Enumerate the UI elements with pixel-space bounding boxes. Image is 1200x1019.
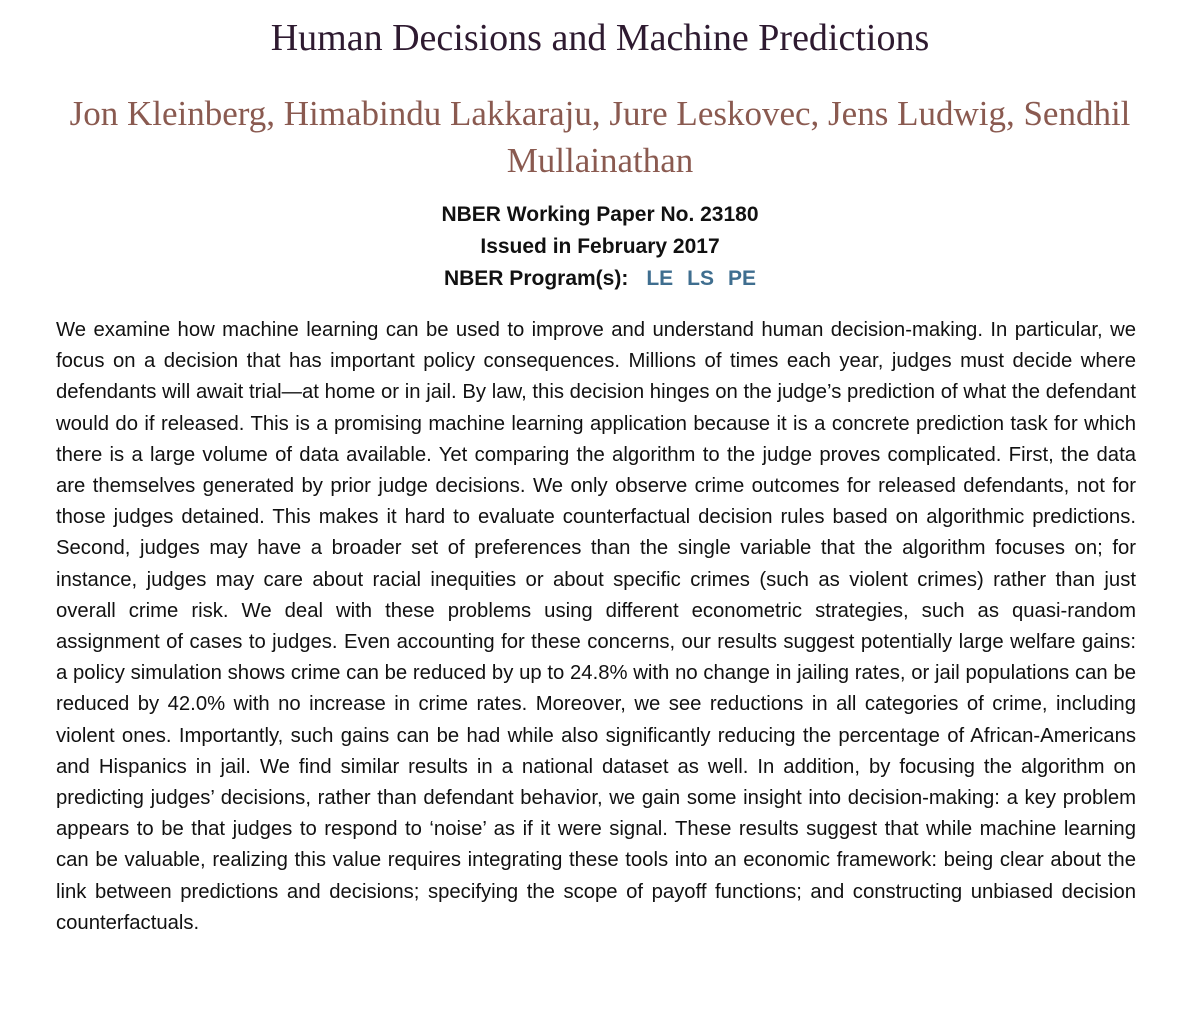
program-link-pe[interactable]: PE	[728, 267, 757, 290]
program-link-ls[interactable]: LS	[687, 267, 715, 290]
paper-title: Human Decisions and Machine Predictions	[270, 17, 930, 59]
program-row	[0, 263, 1200, 295]
abstract-text: We examine how machine learning can be used to improve and understand human decision-making. In particular, we focus on a decision that has important policy consequences. Millions of times each year, judges must decide where defendants will await trial—at home or in jail. By law, this decision hinges on the judge’s prediction of what the defendant would do if released. This is a promising machine learning application because it is a concrete prediction task for which there is a large volume of data available. Yet comparing the algorithm to the judge proves complicated. First, the data are themselves generated by prior judge decisions. We only observe crime outcomes for released defendants, not for those judges detained. This makes it hard to evaluate counterfactual decision rules based on algorithmic predictions. Second, judges may have a broader set of preferences than the single variable that the algorithm focuses on; for instance, judges may care about racial inequities or about specific crimes (such as violent crimes) rather than just overall crime risk. We deal with these problems using different econometric strategies, such as quasi-random assignment of cases to judges. Even accounting for these concerns, our results suggest potentially large welfare gains: a policy simulation shows crime can be reduced by up to 24.8% with no change in jailing rates, or jail populations can be reduced by 42.0% with no increase in crime rates. Moreover, we see reductions in all categories of crime, including violent ones. Importantly, such gains can be had while also significantly reducing the percentage of African-Americans and Hispanics in jail. We find similar results in a national dataset as well. In addition, by focusing the algorithm on predicting judges’ decisions, rather than defendant behavior, we gain some insight into decision-making: a key problem appears to be that judges to respond to ‘noise’ as if it were signal. These results suggest that while machine learning can be valuable, realizing this value requires integrating these tools into an economic framework: being clear about the link between predictions and decisions; specifying the scope of payoff functions; and constructing unbiased decision counterfactuals.	[56, 319, 1136, 934]
working-paper-number: NBER Working Paper No. 23180	[441, 203, 759, 226]
programs-label: NBER Program(s):	[443, 267, 629, 290]
author-list: Jon Kleinberg, Himabindu Lakkaraju, Jure Leskovec, Jens Ludwig, Sendhil Mullainathan	[69, 94, 1131, 180]
program-link-le[interactable]: LE	[646, 267, 674, 290]
issue-date: Issued in February 2017	[480, 235, 720, 258]
publication-info	[0, 199, 1200, 295]
